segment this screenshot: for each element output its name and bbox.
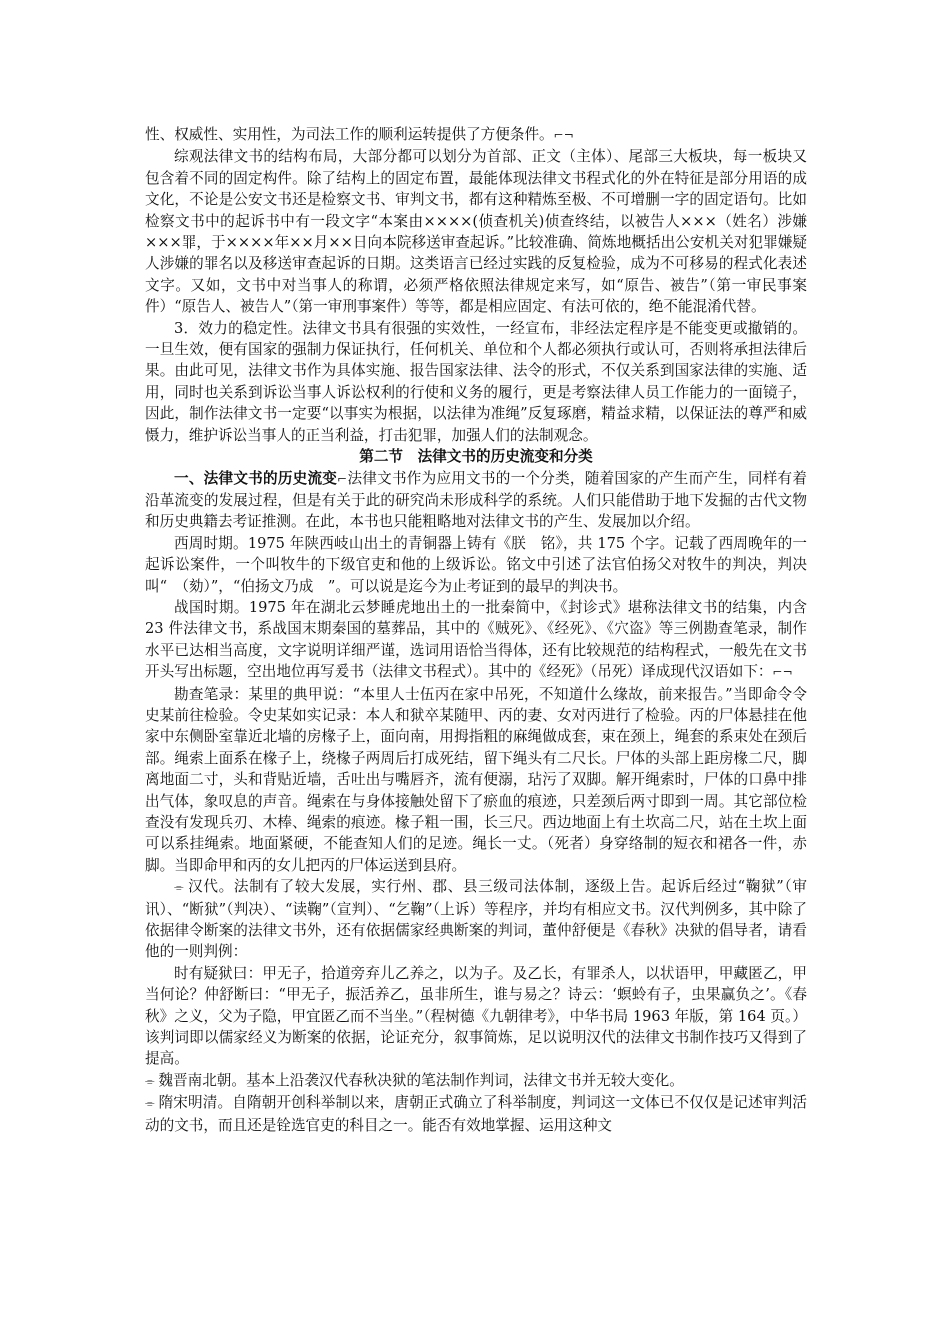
paragraph-11 [145,1092,807,1136]
paragraph-6-text: 战国时期。1975 年在湖北云梦睡虎地出土的一批秦简中，《封诊式》堪称法律文书的结集，内含 23 件法律文书，系战国末期秦国的墓葬品，其中的《贼死》、《经死》、《穴盗》等三例勘查笔录，制作水平已达相当高度，文字说明详细严谨，选词用语恰当得体，还有比较规范的结构程式，一般先在文书开头写出标题，空出地位再写爰书（法律文书程式）。其中的《经死》（吊死）译成现代汉语如下： [145,598,807,681]
paragraph-7: 勘查笔录：某里的典甲说：“本里人士伍丙在家中吊死，不知道什么缘故，前来报告。”当即命令令史某前往检验。令史某如实记录：本人和狱卒某随甲、丙的妻、女对丙进行了检验。丙的尸体悬挂在他家中东侧卧室靠近北墙的房椽子上，面向南，用拇指粗的麻绳做成套，束在颈上，绳套的系束处在颈后部。绳索上面系在椽子上，绕椽子两周后打成死结，留下绳头有二尺长。尸体的头部上距房椽二尺，脚离地面二寸，头和背贴近墙，舌吐出与嘴唇齐，流有便溺，玷污了双脚。解开绳索时，尸体的口鼻中排出气体，象叹息的声音。绳索在与身体接触处留下了瘀血的痕迹，只差颈后两寸即到一周。其它部位检查没有发现兵刃、木棒、绳索的痕迹。椽子粗一围，长三尺。西边地面上有土坎高二尺，站在土坎上面可以系挂绳索。地面紧硬，不能查知人们的足迹。绳长一丈。（死者）身穿络制的短衣和裙各一件，赤脚。当即命甲和丙的女儿把丙的尸体运送到县府。 [145,685,807,874]
paragraph-6 [145,597,807,684]
paragraph-8 [145,876,807,963]
paragraph-mark-icon: ⌐¬ [553,128,574,142]
paragraph-8-text: 汉代。法制有了较大发展，实行州、郡、县三级司法体制，逐级上告。起诉后经过“鞠狱”（审讯）、“断狱”（判决）、“读鞠”（宣判）、“乞鞠”（上诉）等程序，并均有相应文书。汉代判例多，其中除了依据律令断案的法律文书外，还有依据儒家经典断案的判词，董仲舒便是《春秋》决狱的倡导者，请看他的一则判例： [145,878,807,961]
paragraph-mark-icon: ⌐ [337,471,348,486]
document-page [145,124,807,1136]
subsection-title: 一、法律文书的历史流变 [174,469,338,487]
list-marker-icon: ⌯ [145,1073,159,1088]
paragraph-3: 3．效力的稳定性。法律文书具有很强的实效性，一经宣布，非经法定程序是不能变更或撤销的。一旦生效，便有国家的强制力保证执行，任何机关、单位和个人都必须执行或认可，否则将承担法律后果。由此可见，法律文书作为具体实施、报告国家法律、法令的形式，不仅关系到国家法律的实施、适用，同时也关系到诉讼当事人诉讼权利的行使和义务的履行，更是考察法律人员工作能力的一面镜子，因此，制作法律文书一定要“以事实为根据，以法律为准绳”反复琢磨，精益求精，以保证法的尊严和威慑力，维护诉讼当事人的正当利益，打击犯罪，加强人们的法制观念。 [145,319,807,444]
paragraph-5: 西周时期。1975 年陕西岐山出土的青铜器上铸有《朕 铭》，共 175 个字。记载了西周晚年的一起诉讼案件，一个叫牧牛的下级官吏和他的上级诉讼。铭文中引述了法官伯扬父对牧牛的判决，判决叫“ （劾）”，“伯扬文乃成 ”。可以说是迄今为止考证到的最早的判决书。 [145,534,807,595]
paragraph-2: 综观法律文书的结构布局，大部分都可以划分为首部、正文（主体）、尾部三大板块，每一板块又包含着不同的固定构件。除了结构上的固定布置，最能体现法律文书程式化的外在特征是部分用语的成文化，不论是公安文书还是检察文书、审判文书，都有这种精炼至极、不可增删一字的固定语句。比如检察文书中的起诉书中有一段文字“本案由××××(侦查机关)侦查终结，以被告人×××（姓名）涉嫌×××罪，于××××年××月××日向本院移送审查起诉。”比较准确、简炼地概括出公安机关对犯罪嫌疑人涉嫌的罪名以及移送审查起诉的日期。这类语言已经过实践的反复检验，成为不可移易的程式化表述文字。又如，文书中对当事人的称谓，必须严格依照法律规定来写，如“原告、被告”（第一审民事案件）“原告人、被告人”（第一审刑事案件）等等，都是相应固定、有法可依的，绝不能混淆代替。 [145,148,807,316]
paragraph-9: 时有疑狱曰：甲无子，拾道旁弃儿乙养之，以为子。及乙长，有罪杀人，以状语甲，甲藏匿乙，甲当何论？仲舒断曰：“甲无子，振活养乙，虽非所生，谁与易之？诗云：‘螟蛉有子，虫果赢负之’。《春秋》之义，父为子隐，甲宜匿乙而不当坐。”（程树德《九朝律考》，中华书局 1963 年版，第 164 页。）该判词即以儒家经义为断案的依据，论证充分，叙事简炼，足以说明汉代的法律文书制作技巧又得到了提高。 [145,964,807,1068]
paragraph-1 [145,124,807,146]
paragraph-1-text: 性、权威性、实用性，为司法工作的顺利运转提供了方便条件。 [145,126,554,143]
paragraph-10-text: 魏晋南北朝。基本上沿袭汉代春秋决狱的笔法制作判词，法律文书并无较大变化。 [158,1071,684,1089]
paragraph-4-text: 法律文书作为应用文书的一个分类，随着国家的产生而产生，同样有着沿革流变的发展过程，但是有关于此的研究尚未形成科学的系统。人们只能借助于地下发掘的古代文物和历史典籍去考证推测。在此，本书也只能粗略地对法律文书的产生、发展加以介绍。 [145,469,807,531]
list-marker-icon: ⌯ [145,1096,159,1111]
paragraph-mark-icon: ⌐¬ [772,665,793,680]
list-marker-icon: ⌯ [174,880,189,895]
paragraph-4 [145,468,807,533]
paragraph-10 [145,1070,807,1092]
paragraph-11-text: 隋宋明清。自隋朝开创科举制以来，唐朝正式确立了科举制度，判词这一文体已不仅仅是记述审判活动的文书，而且还是铨选官吏的科目之一。能否有效地掌握、运用这种文 [145,1094,807,1134]
section-heading: 第二节 法律文书的历史流变和分类 [359,448,593,466]
